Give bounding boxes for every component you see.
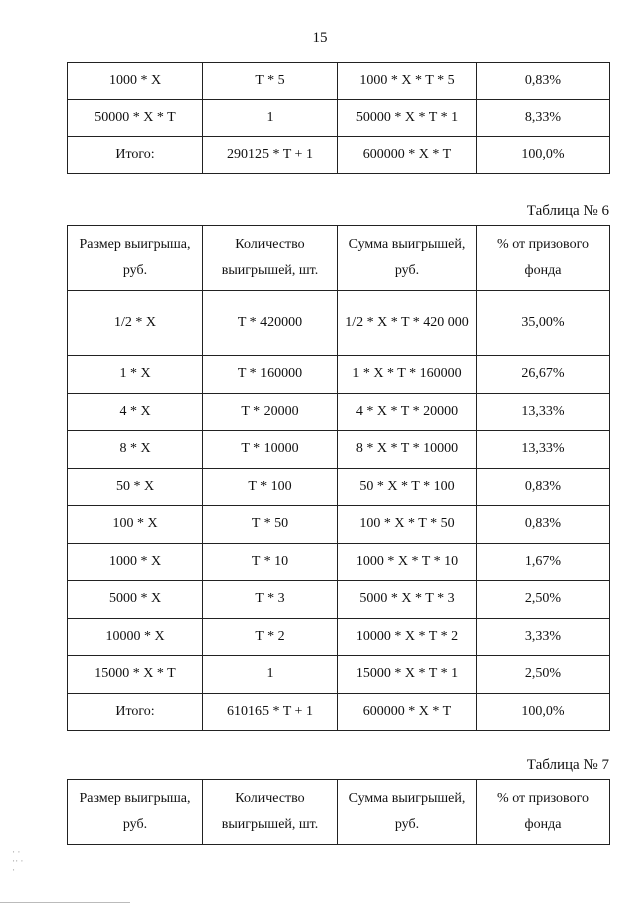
table-5-continuation [67, 62, 610, 174]
table-cell: 600000 * X * T [338, 693, 477, 731]
table-cell: T * 3 [203, 581, 338, 619]
table-cell: 1 [203, 656, 338, 694]
table-cell: 1 [203, 100, 338, 137]
table-6-caption: Таблица № 6 [526, 203, 609, 219]
table-cell: 13,33% [477, 431, 610, 469]
header-cell-fund-percent: % от призового фонда [477, 780, 610, 845]
table-cell: 26,67% [477, 356, 610, 394]
header-cell-fund-percent: % от призового фонда [477, 226, 610, 291]
table-cell: 5000 * X [68, 581, 203, 619]
table-cell: 15000 * X * T * 1 [338, 656, 477, 694]
table-cell: 8 * X * T * 10000 [338, 431, 477, 469]
table-cell: 1000 * X * T * 10 [338, 543, 477, 581]
table-header-row [68, 780, 610, 845]
table-cell: 4 * X * T * 20000 [338, 393, 477, 431]
table-header-row [68, 226, 610, 291]
header-cell-prize-count: Количество выигрышей, шт. [203, 780, 338, 845]
table-cell: 1000 * X [68, 63, 203, 100]
table-cell: 13,33% [477, 393, 610, 431]
header-cell-prize-sum: Сумма выигрышей, руб. [338, 226, 477, 291]
table-cell: T * 420000 [203, 291, 338, 356]
table-cell: 100 * X * T * 50 [338, 506, 477, 544]
table-cell: 2,50% [477, 581, 610, 619]
table-6-header [68, 226, 610, 291]
table-cell: 50 * X [68, 468, 203, 506]
table-row [68, 656, 610, 694]
table-cell: 1,67% [477, 543, 610, 581]
table-row [68, 693, 610, 731]
table-cell: 1 * X * T * 160000 [338, 356, 477, 394]
table-row [68, 356, 610, 394]
table-row [68, 506, 610, 544]
scan-edge-line [0, 902, 130, 903]
table-cell: 50 * X * T * 100 [338, 468, 477, 506]
table-cell: 50000 * X * T * 1 [338, 100, 477, 137]
table-row [68, 618, 610, 656]
table-cell: 3,33% [477, 618, 610, 656]
scan-artifact: ⋅ ⋅ ⋅⋅ ⋅ ⋅ [12, 847, 24, 875]
table-cell: 10000 * X [68, 618, 203, 656]
table-cell: 1/2 * X * T * 420 000 [338, 291, 477, 356]
table-row [68, 63, 610, 100]
table-cell: 610165 * T + 1 [203, 693, 338, 731]
table-cell: 1000 * X * T * 5 [338, 63, 477, 100]
header-cell-prize-sum: Сумма выигрышей, руб. [338, 780, 477, 845]
table-row [68, 543, 610, 581]
table-cell: T * 10000 [203, 431, 338, 469]
table-cell: 8,33% [477, 100, 610, 137]
table-cell: 290125 * T + 1 [203, 137, 338, 174]
table-cell: 100,0% [477, 137, 610, 174]
table-row [68, 581, 610, 619]
table-cell: 1/2 * X [68, 291, 203, 356]
table-row [68, 393, 610, 431]
table-cell: 8 * X [68, 431, 203, 469]
table-cell: 0,83% [477, 506, 610, 544]
table-cell: T * 50 [203, 506, 338, 544]
table-cell: 100 * X [68, 506, 203, 544]
table-cell: 1000 * X [68, 543, 203, 581]
table-row [68, 468, 610, 506]
table-cell: 0,83% [477, 63, 610, 100]
table-cell: 0,83% [477, 468, 610, 506]
table-7 [67, 779, 610, 845]
header-cell-prize-size: Размер выигрыша, руб. [68, 780, 203, 845]
table-row [68, 137, 610, 174]
table-6-body [68, 291, 610, 731]
table-row [68, 100, 610, 137]
table-cell: Итого: [68, 693, 203, 731]
page-number: 15 [312, 30, 328, 46]
table-cell: 1 * X [68, 356, 203, 394]
table-7-header [68, 780, 610, 845]
table-cell: 50000 * X * T [68, 100, 203, 137]
table-cell: T * 2 [203, 618, 338, 656]
table-row [68, 291, 610, 356]
table-5-body [68, 63, 610, 174]
table-cell: T * 10 [203, 543, 338, 581]
table-cell: 2,50% [477, 656, 610, 694]
table-cell: 35,00% [477, 291, 610, 356]
header-cell-prize-count: Количество выигрышей, шт. [203, 226, 338, 291]
table-cell: 100,0% [477, 693, 610, 731]
table-cell: T * 20000 [203, 393, 338, 431]
table-cell: 15000 * X * T [68, 656, 203, 694]
table-cell: 5000 * X * T * 3 [338, 581, 477, 619]
table-row [68, 431, 610, 469]
table-cell: T * 5 [203, 63, 338, 100]
table-cell: Итого: [68, 137, 203, 174]
table-cell: 600000 * X * T [338, 137, 477, 174]
table-cell: T * 100 [203, 468, 338, 506]
table-cell: 10000 * X * T * 2 [338, 618, 477, 656]
table-cell: T * 160000 [203, 356, 338, 394]
table-cell: 4 * X [68, 393, 203, 431]
table-6 [67, 225, 610, 731]
header-cell-prize-size: Размер выигрыша, руб. [68, 226, 203, 291]
table-7-caption: Таблица № 7 [526, 757, 609, 773]
